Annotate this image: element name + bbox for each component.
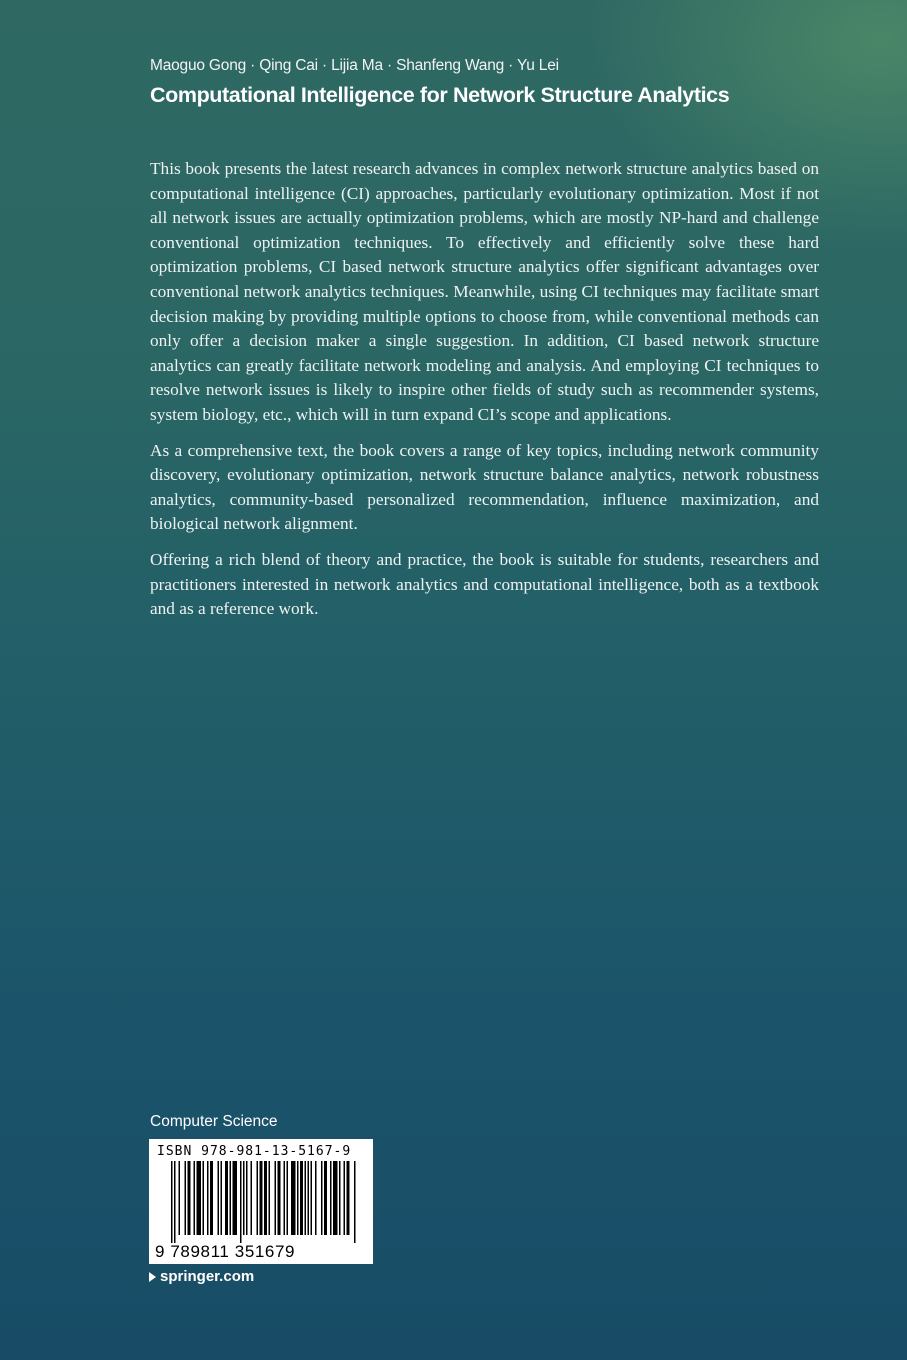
barcode-bar <box>251 1161 253 1235</box>
blurb-text <box>150 157 819 633</box>
barcode-bar <box>243 1161 245 1235</box>
barcode-bar <box>194 1161 196 1235</box>
barcode-bar <box>275 1161 277 1235</box>
barcode-bar <box>230 1161 232 1235</box>
barcode-bar <box>233 1161 238 1235</box>
barcode-bar <box>333 1161 338 1235</box>
barcode-bar <box>315 1161 317 1235</box>
barcode-bar <box>284 1161 286 1235</box>
barcode-bar <box>297 1161 299 1235</box>
barcode-bar <box>330 1161 332 1235</box>
blurb-paragraph: Offering a rich blend of theory and practice, the book is suitable for students, researchers and practitioners interested in network analytics and computational intelligence, both as a textbook and as a reference work. <box>150 549 819 619</box>
blurb-paragraph: As a comprehensive text, the book covers a range of key topics, including network community discovery, evolutionary optimization, network structure balance analytics, network robustness analytics, community-based personalized recommendation, influence maximization, and biological network alignment. <box>150 440 819 534</box>
barcode-bar <box>339 1161 341 1235</box>
publisher-link[interactable] <box>149 1268 254 1285</box>
arrow-right-icon <box>149 1272 156 1282</box>
barcode-bar <box>287 1161 289 1235</box>
barcode-bar <box>221 1161 223 1235</box>
book-title: Computational Intelligence for Network Structure Analytics <box>150 83 730 107</box>
barcode-bar <box>269 1161 271 1235</box>
barcode-bar <box>308 1161 310 1235</box>
barcode-bar <box>240 1161 242 1243</box>
blurb-paragraph: This book presents the latest research advances in complex network structure analytics based on computational intelligence (CI) approaches, particularly evolutionary optimization. Most if not all network issues are actually optimization problems, which are mostly NP-hard and challenge conventional optimization techniques. To effectively and efficiently solve these hard optimization problems, CI based network structure analytics offer significant advantages over conventional network analytics techniques. Meanwhile, using CI techniques may facilitate smart decision making by providing multiple options to choose from, while conventional methods can only offer a decision maker a single suggestion. In addition, CI based network structure analytics can greatly facilitate network modeling and analysis. And employing CI techniques to resolve network issues is likely to inspire other fields of study such as recommender systems, system biology, etc., which will in turn expand CI’s scope and applications. <box>150 159 819 424</box>
authors-line: Maoguo Gong · Qing Cai · Lijia Ma · Shanfeng Wang · Yu Lei <box>150 57 559 74</box>
barcode-bar <box>344 1161 346 1235</box>
barcode-bar <box>300 1161 303 1235</box>
barcode-bar <box>218 1161 220 1235</box>
barcode-bar <box>207 1161 209 1235</box>
barcode-bar <box>324 1161 327 1235</box>
barcode-bar <box>260 1161 263 1235</box>
barcode-bar <box>246 1161 248 1235</box>
barcode-bar <box>257 1161 259 1235</box>
barcode-bar <box>354 1161 356 1243</box>
barcode-bar <box>291 1161 296 1235</box>
barcode-bar <box>171 1161 173 1243</box>
subject-category: Computer Science <box>150 1113 278 1130</box>
barcode-bar <box>197 1161 202 1235</box>
barcode-digits: 9 789811 351679 <box>155 1242 296 1261</box>
isbn-barcode <box>149 1139 373 1264</box>
barcode-bar <box>225 1161 228 1235</box>
barcode-bar <box>174 1161 176 1243</box>
publisher-link-label: springer.com <box>160 1268 255 1285</box>
barcode-bar <box>188 1161 191 1235</box>
barcode-bar <box>305 1161 307 1235</box>
barcode-bar <box>264 1161 267 1235</box>
barcode-bar <box>185 1161 187 1235</box>
barcode-bar <box>179 1161 181 1235</box>
barcode-bar <box>347 1161 350 1235</box>
barcode-bar <box>278 1161 281 1235</box>
barcode-bar <box>321 1161 323 1235</box>
barcode-bar <box>210 1161 213 1235</box>
barcode-bar <box>311 1161 313 1235</box>
barcode-bar <box>203 1161 205 1235</box>
isbn-label: ISBN 978-981-13-5167-9 <box>157 1144 352 1159</box>
